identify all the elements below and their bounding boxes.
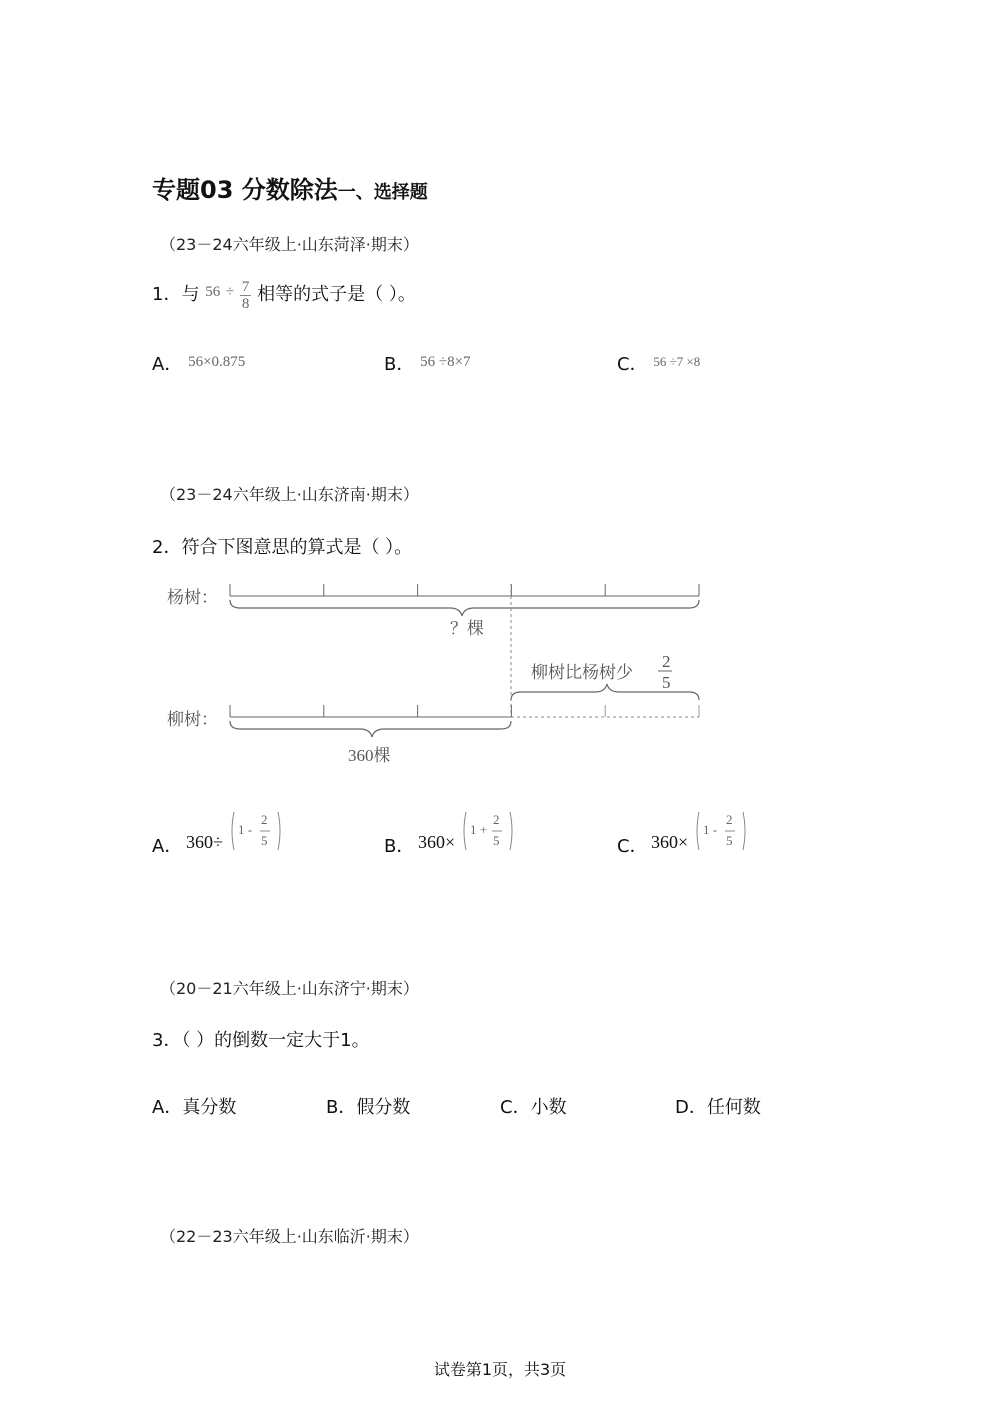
q1-fraction-denominator: 8 bbox=[241, 295, 250, 312]
q1-option-b[interactable] bbox=[384, 350, 471, 376]
q3-stem: 3．（ ）的倒数一定大于1。 bbox=[152, 1030, 370, 1051]
option-expr: 56×0.875 bbox=[188, 354, 246, 370]
option-paren-expr bbox=[230, 810, 282, 856]
less-fraction-numerator: 2 bbox=[662, 652, 671, 671]
page-footer: 试卷第1页，共3页 bbox=[433, 1360, 567, 1379]
q1-option-a[interactable] bbox=[152, 350, 245, 376]
option-letter: D． bbox=[675, 1097, 707, 1118]
option-lead: 360÷ bbox=[186, 832, 223, 852]
q1-fraction-numerator: 7 bbox=[241, 278, 250, 295]
less-fraction-denominator: 5 bbox=[662, 673, 671, 692]
yang-brace bbox=[230, 600, 699, 616]
option-letter: A． bbox=[152, 354, 183, 375]
paren-inner: 1 + bbox=[470, 822, 488, 837]
yang-label: 杨树： bbox=[167, 588, 218, 607]
title-sub: 一、选择题 bbox=[337, 182, 428, 203]
q1-expr-op: ÷ bbox=[225, 284, 235, 300]
option-letter: B． bbox=[326, 1097, 357, 1118]
option-paren-expr bbox=[695, 810, 747, 856]
title-main: 专题03 分数除法 bbox=[152, 176, 338, 204]
option-letter: B． bbox=[384, 354, 415, 375]
q1-stem bbox=[152, 270, 416, 314]
paren-inner: 1 - bbox=[238, 822, 253, 837]
q3-option-b[interactable] bbox=[326, 1093, 410, 1119]
q3-option-d[interactable] bbox=[675, 1093, 761, 1119]
liu-label: 柳树： bbox=[167, 710, 218, 729]
page-title bbox=[152, 170, 428, 205]
q2-source: （23－24六年级上·山东济南·期末） bbox=[160, 485, 419, 504]
liu-bar bbox=[230, 705, 699, 717]
option-letter: C． bbox=[617, 836, 648, 857]
q2-line-diagram bbox=[150, 570, 730, 780]
yang-total: ？棵 bbox=[450, 619, 484, 638]
option-expr: 56 ÷8×7 bbox=[420, 354, 471, 370]
option-paren-expr bbox=[462, 810, 514, 856]
q3-option-a[interactable] bbox=[152, 1093, 236, 1119]
difference-brace bbox=[511, 684, 699, 700]
q2-stem: 2．符合下图意思的算式是（ ）。 bbox=[152, 537, 413, 558]
option-lead: 360× bbox=[651, 832, 689, 852]
q3-option-c[interactable] bbox=[500, 1093, 567, 1119]
option-letter: B． bbox=[384, 836, 415, 857]
option-text: 假分数 bbox=[356, 1097, 411, 1118]
q1-option-c[interactable] bbox=[617, 350, 700, 376]
q1-source: （23－24六年级上·山东菏泽·期末） bbox=[160, 235, 419, 254]
paren-numerator: 2 bbox=[726, 812, 733, 827]
option-text: 小数 bbox=[530, 1097, 567, 1118]
q1-expr-whole: 56 bbox=[205, 284, 221, 300]
q4-source: （22－23六年级上·山东临沂·期末） bbox=[160, 1227, 419, 1246]
liu-brace bbox=[230, 721, 511, 737]
paren-numerator: 2 bbox=[493, 812, 500, 827]
q2-option-b[interactable] bbox=[384, 810, 524, 860]
option-letter: A． bbox=[152, 1097, 183, 1118]
option-lead: 360× bbox=[418, 832, 456, 852]
less-note: 柳树比杨树少 bbox=[531, 663, 633, 682]
option-expr: 56 ÷7 ×8 bbox=[653, 354, 701, 369]
q1-stem-suffix: 相等的式子是（ ）。 bbox=[257, 284, 416, 305]
paren-denominator: 5 bbox=[493, 833, 500, 848]
option-letter: C． bbox=[617, 354, 648, 375]
paren-denominator: 5 bbox=[261, 833, 268, 848]
q1-expr-fraction bbox=[240, 279, 252, 312]
paren-inner: 1 - bbox=[703, 822, 718, 837]
option-letter: A． bbox=[152, 836, 183, 857]
option-text: 任何数 bbox=[706, 1097, 761, 1118]
liu-total: 360棵 bbox=[348, 746, 391, 765]
paren-denominator: 5 bbox=[726, 833, 733, 848]
paren-numerator: 2 bbox=[261, 812, 268, 827]
q2-option-c[interactable] bbox=[617, 810, 757, 860]
option-text: 真分数 bbox=[182, 1097, 237, 1118]
q1-stem-prefix: 1．与 bbox=[152, 284, 200, 305]
q3-source: （20－21六年级上·山东济宁·期末） bbox=[160, 979, 419, 998]
option-letter: C． bbox=[500, 1097, 531, 1118]
yang-bar bbox=[230, 584, 699, 596]
